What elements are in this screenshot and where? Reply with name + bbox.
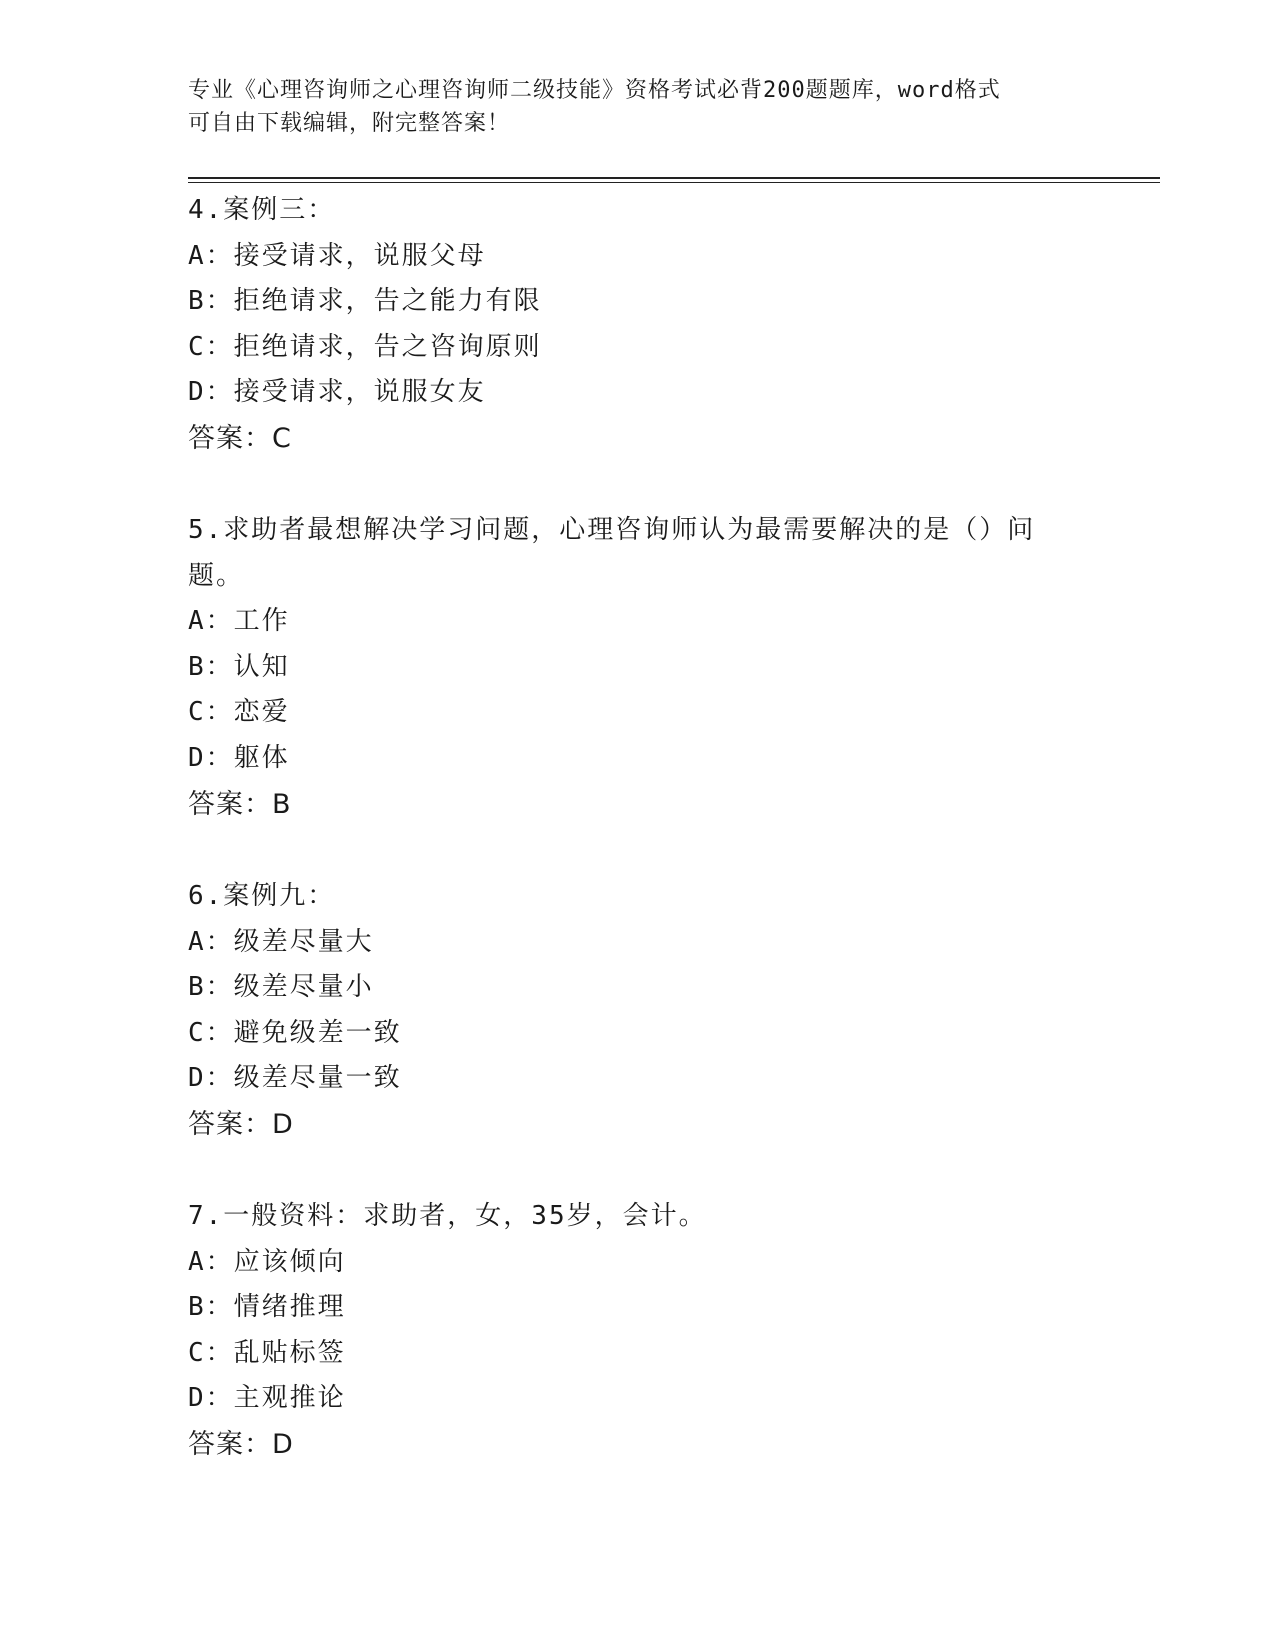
question-stem: 6.案例九：	[188, 881, 336, 911]
question-stem: 7.一般资料：求助者，女，35岁，会计。	[188, 1201, 707, 1231]
header-divider	[188, 177, 1160, 179]
option-b: B：情绪推理	[188, 1292, 346, 1323]
question-block	[188, 874, 1068, 1148]
header-divider-thin	[188, 182, 1160, 183]
option-a: A：工作	[188, 606, 290, 637]
header-title-line-2: 可自由下载编辑，附完整答案！	[188, 111, 511, 136]
option-d: D：接受请求，说服女友	[188, 377, 486, 408]
document-header	[188, 74, 1088, 140]
question-block	[188, 508, 1068, 827]
answer-line: 答案：D	[188, 1108, 294, 1140]
question-stem: 5.求助者最想解决学习问题，心理咨询师认为最需要解决的是（）问题。	[188, 515, 1036, 591]
question-block	[188, 1194, 1068, 1468]
option-c: C：恋爱	[188, 697, 290, 728]
option-a: A：应该倾向	[188, 1246, 346, 1277]
option-b: B：拒绝请求，告之能力有限	[188, 286, 542, 317]
option-d: D：级差尽量一致	[188, 1063, 402, 1094]
header-title-line-1: 专业《心理咨询师之心理咨询师二级技能》资格考试必背200题题库，word格式	[188, 78, 1001, 103]
answer-line: 答案：B	[188, 788, 292, 820]
option-b: B：认知	[188, 651, 290, 682]
option-a: A：级差尽量大	[188, 926, 374, 957]
option-b: B：级差尽量小	[188, 972, 374, 1003]
question-stem: 4.案例三：	[188, 195, 336, 225]
option-a: A：接受请求，说服父母	[188, 240, 486, 271]
option-c: C：拒绝请求，告之咨询原则	[188, 331, 542, 362]
answer-line: 答案：C	[188, 422, 292, 454]
option-d: D：躯体	[188, 742, 290, 773]
question-block	[188, 188, 1068, 462]
answer-line: 答案：D	[188, 1428, 294, 1460]
option-c: C：避免级差一致	[188, 1017, 402, 1048]
option-c: C：乱贴标签	[188, 1337, 346, 1368]
option-d: D：主观推论	[188, 1383, 346, 1414]
